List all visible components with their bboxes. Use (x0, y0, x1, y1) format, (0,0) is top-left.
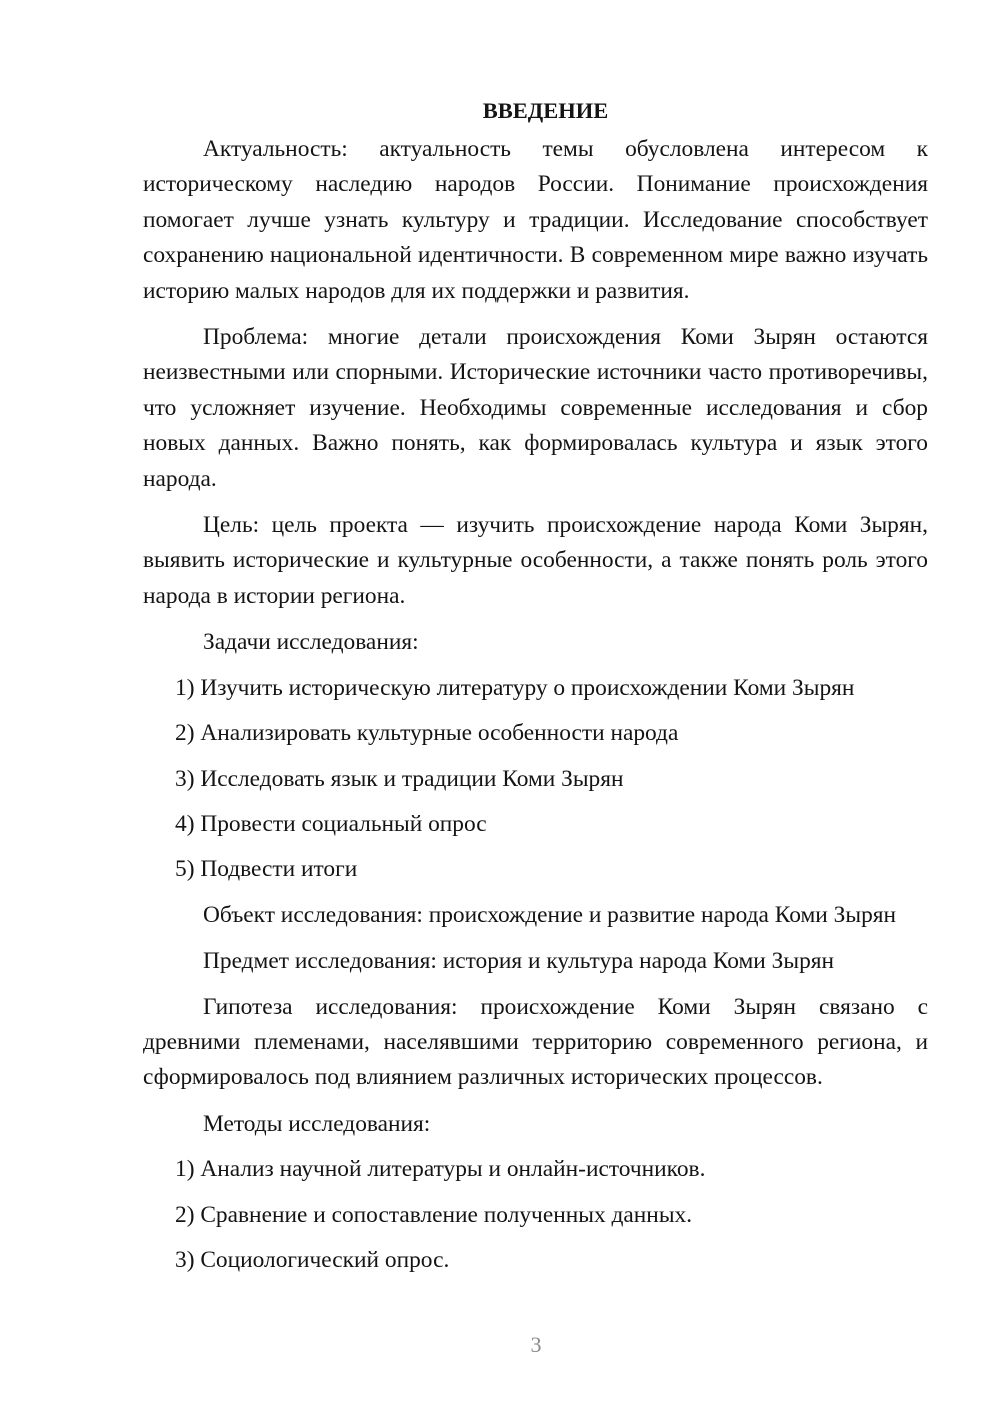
list-item: 1) Изучить историческую литературу о происхождении Коми Зырян (175, 674, 855, 701)
list-item: 4) Провести социальный опрос (175, 810, 487, 837)
tasks-heading: Задачи исследования: (203, 629, 419, 656)
goal-paragraph: Цель: цель проекта — изучить происхождение народа Коми Зырян, выявить исторические и культурные особенности, а также понять роль этого народа в истории региона. (143, 512, 928, 609)
tasks-list (143, 671, 928, 888)
list-item: 3) Исследовать язык и традиции Коми Зырян (175, 765, 624, 792)
document-title: ВВЕДЕНИЕ (482, 98, 609, 123)
list-item: 1) Анализ научной литературы и онлайн-источников. (175, 1156, 706, 1183)
methods-list (143, 1152, 928, 1278)
document-page (143, 96, 928, 1288)
list-item: 5) Подвести итоги (175, 856, 358, 883)
page-number: 3 (530, 1332, 542, 1357)
relevance-paragraph: Актуальность: актуальность темы обусловлена интересом к историческому наследию народов России. Понимание происхождения помогает лучше узнать культуру и традиции. Исследование способствует сохранению национальной идентичности. В современном мире важно изучать историю малых народов для их поддержки и развития. (143, 136, 928, 304)
list-item: 2) Сравнение и сопоставление полученных данных. (175, 1201, 693, 1228)
hypothesis-paragraph: Гипотеза исследования: происхождение Коми Зырян связано с древними племенами, населявшими территорию современного региона, и сформировалось под влиянием различных исторических процессов. (143, 993, 928, 1091)
problem-paragraph: Проблема: многие детали происхождения Коми Зырян остаются неизвестными или спорными. Исторические источники часто противоречивы, что усложняет изучение. Необходимы современные исследования и сбор новых данных. Важно понять, как формировалась культура и язык этого народа. (143, 324, 928, 492)
subject-paragraph: Предмет исследования: история и культура народа Коми Зырян (203, 948, 835, 975)
list-item: 2) Анализировать культурные особенности народа (175, 720, 679, 747)
methods-heading: Методы исследования: (203, 1110, 431, 1137)
object-paragraph: Объект исследования: происхождение и развитие народа Коми Зырян (203, 901, 897, 928)
list-item: 3) Социологический опрос. (175, 1246, 450, 1273)
